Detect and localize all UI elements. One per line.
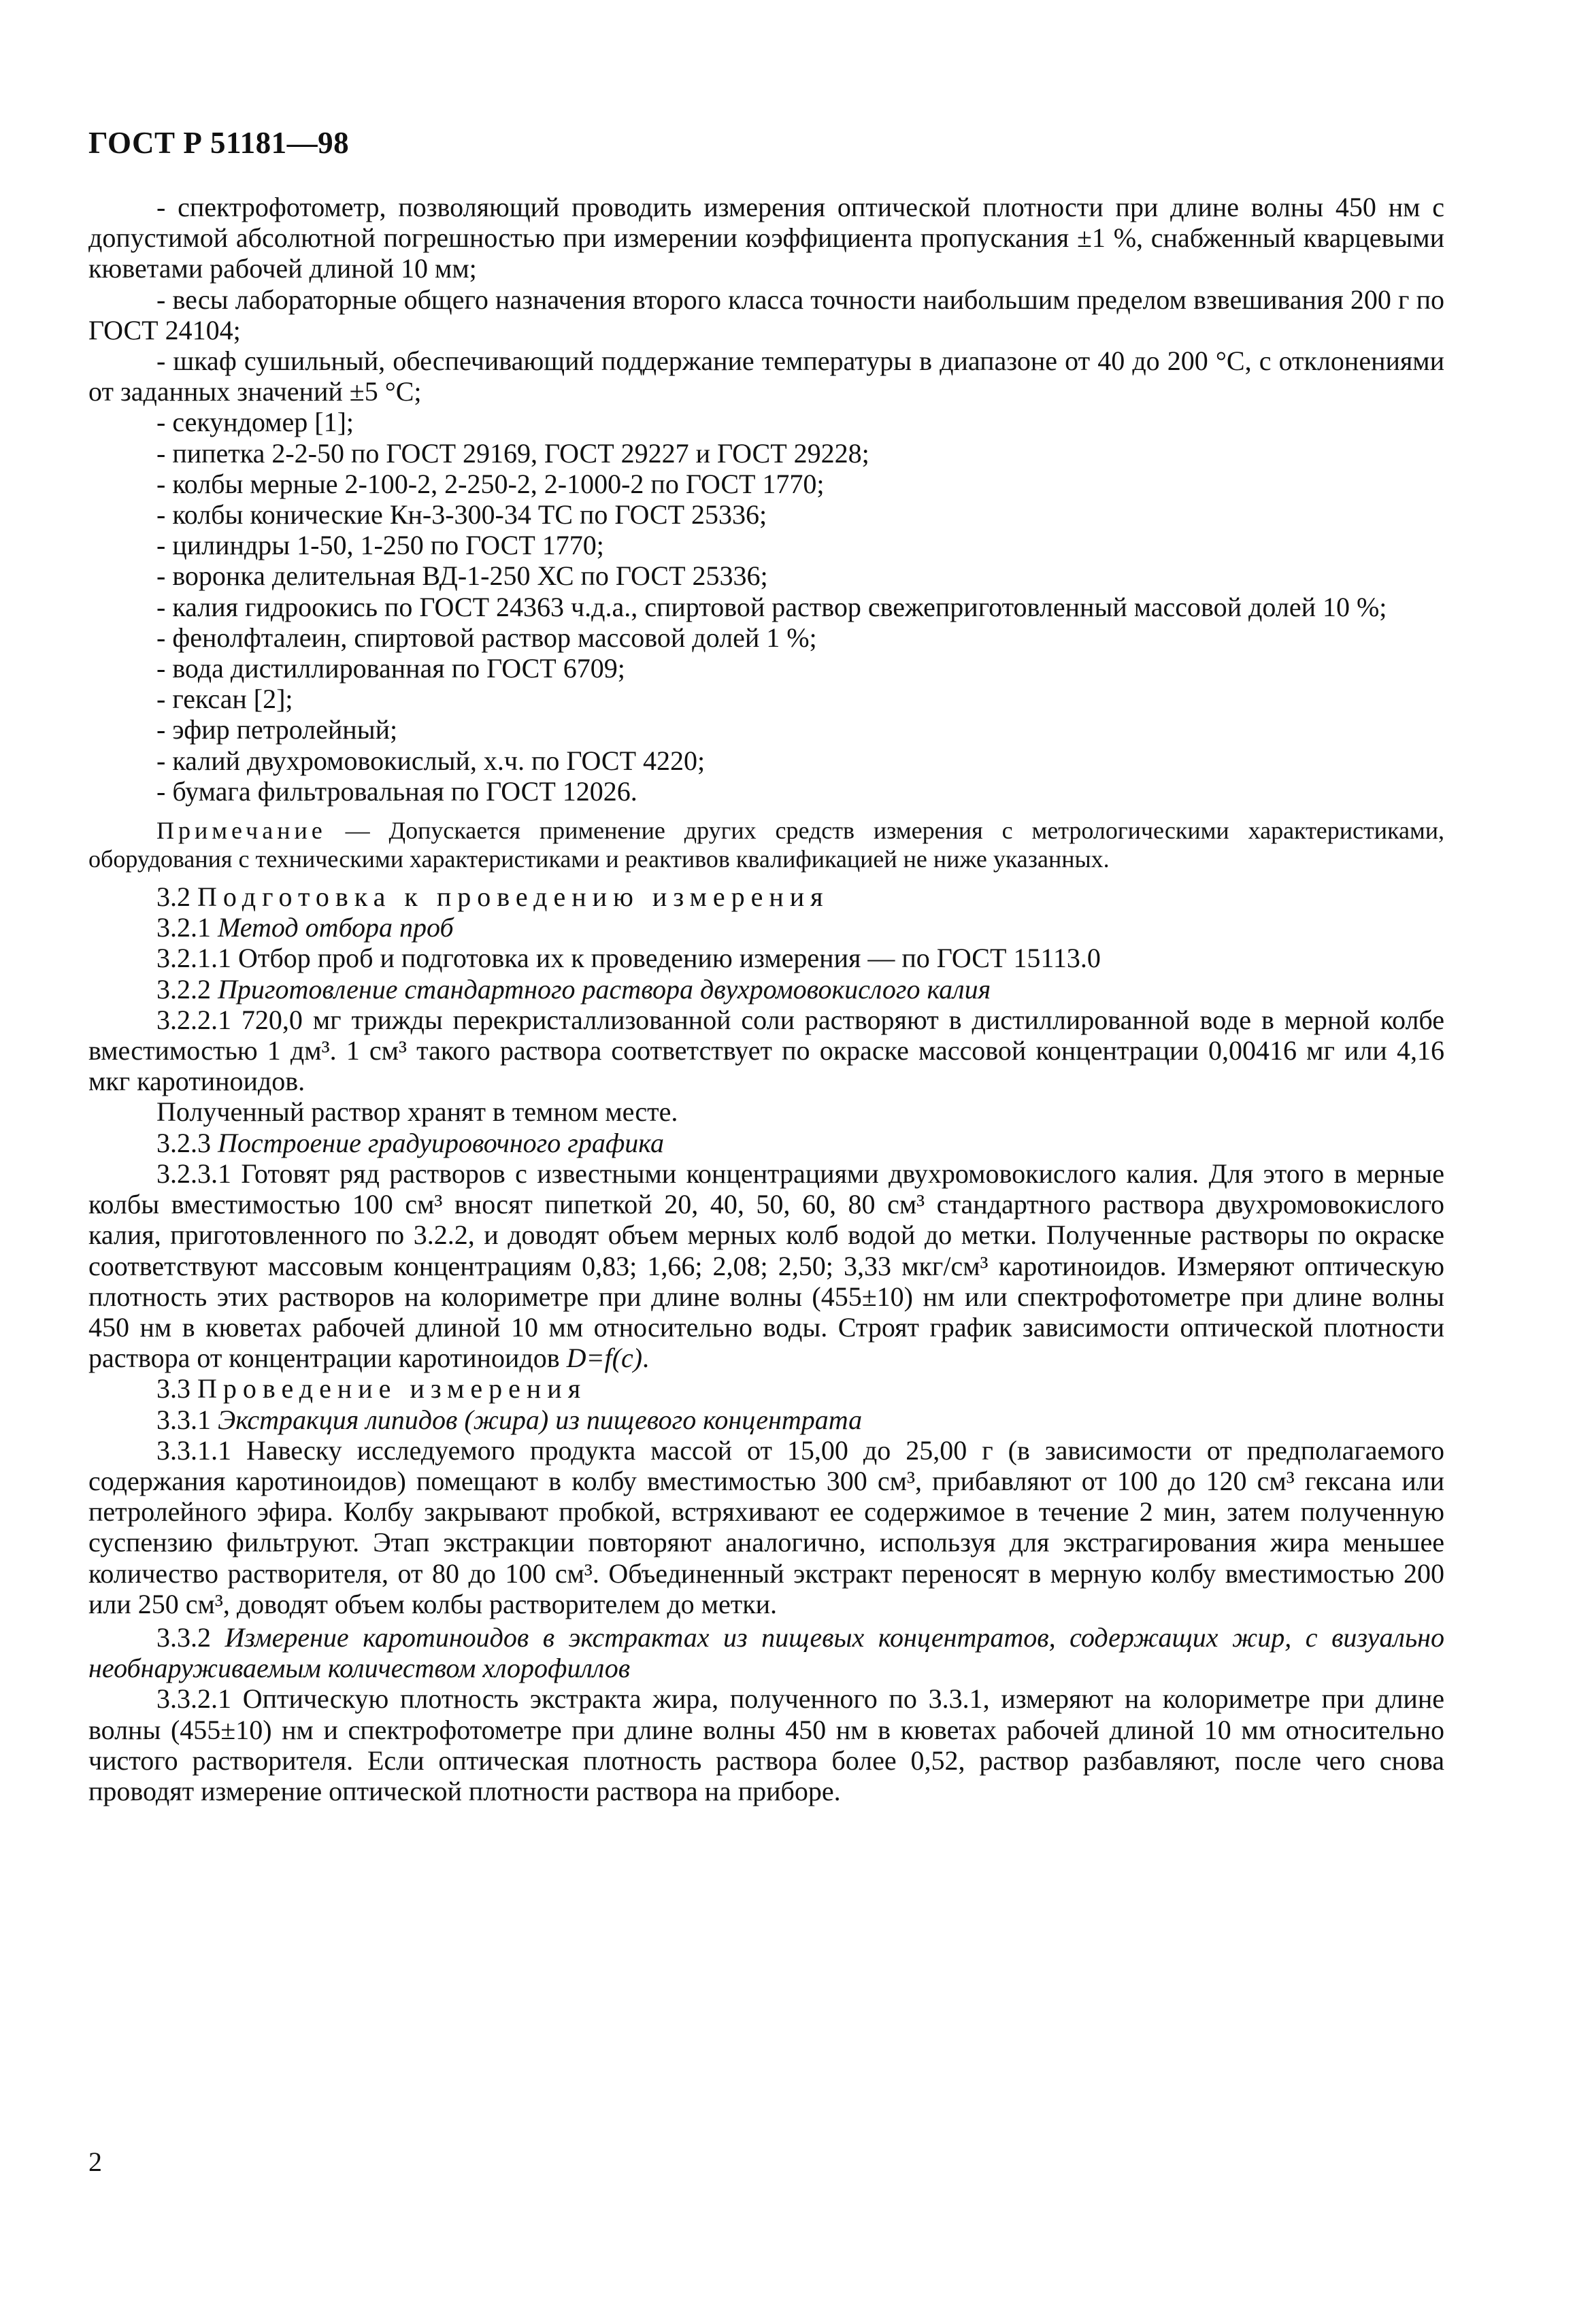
list-item: - калия гидроокись по ГОСТ 24363 ч.д.а., спиртовой раствор свежеприготовленный массовой долей 10 %; xyxy=(156,591,1387,622)
subsection-number: 3.2.2 xyxy=(156,973,218,1005)
list-item: - бумага фильтровальная по ГОСТ 12026. xyxy=(156,775,637,807)
paragraph-3-2-2-1: 3.2.2.1 720,0 мг трижды перекристаллизованной соли растворяют в дистиллированной воде в мерной колбе вместимостью 1 дм³. 1 см³ такого раствора соответствует по окраске массовой концентрации 0,00416 мг или 4,16 мкг каротиноидов. xyxy=(88,1004,1444,1097)
paragraph-3-2-3-1 xyxy=(88,1158,1444,1373)
subsection-title: Построение градуировочного графика xyxy=(218,1127,664,1158)
paragraph-text: 3.2.3.1 Готовят ряд растворов с известными концентрациями двухромовокислого калия. Для этого в мерные колбы вместимостью 100 см³ вносят пипеткой 20, 40, 50, 60, 80 см³ стандартного раствора двухромовокислого калия, приготовленного по 3.2.2, и доводят объем мерных колб водой до метки. Полученные растворы по окраске соответствуют массовым концентрациям 0,83; 1,66; 2,08; 2,50; 3,33 мкг/см³ каротиноидов. Измеряют оптическую плотность этих растворов на колориметре при длине волны (455±10) нм или спектрофотометре при длине волны 450 нм в кюветах рабочей длиной 10 мм относительно воды. Строят график зависимости оптической плотности раствора от концентрации каротиноидов xyxy=(88,1158,1444,1374)
subsection-title: Метод отбора проб xyxy=(218,912,454,943)
section-number: 3.3 xyxy=(156,1373,197,1404)
subsection-number: 3.2.1 xyxy=(156,912,218,943)
equipment-list xyxy=(88,192,1444,807)
list-item: - калий двухромовокислый, х.ч. по ГОСТ 4220; xyxy=(156,745,706,776)
formula: D=f(c) xyxy=(566,1343,643,1374)
note-label: Примечание xyxy=(156,817,327,845)
list-item: - секундомер [1]; xyxy=(156,407,354,438)
subsection-title: Приготовление стандартного раствора двухромовокислого калия xyxy=(218,973,991,1005)
list-item: - эфир петролейный; xyxy=(156,714,398,745)
section-title: Подготовка к проведению измерения xyxy=(197,881,829,913)
list-item: - фенолфталеин, спиртовой раствор массовой долей 1 %; xyxy=(156,622,817,653)
section-heading-3-2 xyxy=(88,881,1444,912)
paragraph-3-2-1-1: 3.2.1.1 Отбор проб и подготовка их к проведению измерения — по ГОСТ 15113.0 xyxy=(156,943,1101,974)
subsection-number: 3.3.1 xyxy=(156,1404,218,1435)
paragraph-3-3-1-1: 3.3.1.1 Навеску исследуемого продукта массой от 15,00 до 25,00 г (в зависимости от предполагаемого содержания каротиноидов) помещают в колбу вместимостью 300 см³, прибавляют от 100 до 120 см³ гексана или петролейного эфира. Колбу закрывают пробкой, встряхивают ее содержимое в течение 2 мин, затем полученную суспензию фильтруют. Этап экстракции повторяют аналогично, используя для экстрагирования жира меньшее количество растворителя, от 80 до 100 см³. Объединенный экстракт переносят в мерную колбу вместимостью 200 или 250 см³, доводят объем колбы растворителем до метки. xyxy=(88,1434,1444,1619)
subsection-title: Экстракция липидов (жира) из пищевого концентрата xyxy=(218,1404,863,1435)
list-item: - пипетка 2-2-50 по ГОСТ 29169, ГОСТ 29227 и ГОСТ 29228; xyxy=(156,437,869,469)
subsection-heading-3-3-1 xyxy=(88,1404,1444,1435)
standard-header: ГОСТ Р 51181—98 xyxy=(88,126,350,160)
section-number: 3.2 xyxy=(156,881,197,913)
page-number: 2 xyxy=(88,2146,102,2177)
list-item: - спектрофотометр, позволяющий проводить измерения оптической плотности при длине волны 450 нм с допустимой абсолютной погрешностью при измерении коэффициента пропускания ±1 %, снабженный кварцевыми кюветами рабочей длиной 10 мм; xyxy=(88,192,1444,284)
subsection-number: 3.2.3 xyxy=(156,1127,218,1158)
section-heading-3-3 xyxy=(88,1373,1444,1404)
paragraph-end: . xyxy=(642,1343,650,1374)
list-item: - весы лабораторные общего назначения второго класса точности наибольшим пределом взвешивания 200 г по ГОСТ 24104; xyxy=(88,284,1444,346)
list-item: - гексан [2]; xyxy=(156,684,293,715)
list-item: - воронка делительная ВД-1-250 ХС по ГОСТ 25336; xyxy=(156,560,768,592)
document-body xyxy=(88,192,1444,1806)
subsection-number: 3.3.2 xyxy=(156,1621,225,1653)
section-title: Проведение измерения xyxy=(197,1373,587,1404)
paragraph-3-3-2-1: 3.3.2.1 Оптическую плотность экстракта жира, полученного по 3.3.1, измеряют на колориметре при длине волны (455±10) нм и спектрофотометре при длине волны 450 нм в кюветах рабочей длиной 10 мм относительно чистого растворителя. Если оптическая плотность раствора более 0,52, раствор разбавляют, после чего снова проводят измерение оптической плотности раствора на приборе. xyxy=(88,1683,1444,1806)
subsection-heading-3-3-2 xyxy=(88,1622,1444,1683)
note-paragraph xyxy=(88,816,1444,873)
list-item: - колбы конические Кн-3-300-34 ТС по ГОСТ 25336; xyxy=(156,499,767,531)
subsection-heading-3-2-1 xyxy=(88,912,1444,943)
subsection-heading-3-2-3 xyxy=(88,1128,1444,1158)
list-item: - шкаф сушильный, обеспечивающий поддержание температуры в диапазоне от 40 до 200 °С, с отклонениями от заданных значений ±5 °С; xyxy=(88,346,1444,407)
paragraph-storage: Полученный раствор хранят в темном месте. xyxy=(156,1096,678,1128)
note-text: — Допускается применение других средств измерения с метрологическими характеристиками, оборудования с техническими характеристиками и реактивов квалификацией не ниже указанных. xyxy=(88,817,1444,873)
subsection-title: Измерение каротиноидов в экстрактах из пищевых концентратов, содержащих жир, с визуально необнаруживаемым количеством хлорофиллов xyxy=(88,1621,1445,1684)
subsection-heading-3-2-2 xyxy=(88,974,1444,1005)
list-item: - цилиндры 1-50, 1-250 по ГОСТ 1770; xyxy=(156,530,604,561)
list-item: - вода дистиллированная по ГОСТ 6709; xyxy=(156,653,625,684)
list-item: - колбы мерные 2-100-2, 2-250-2, 2-1000-2 по ГОСТ 1770; xyxy=(156,468,825,499)
